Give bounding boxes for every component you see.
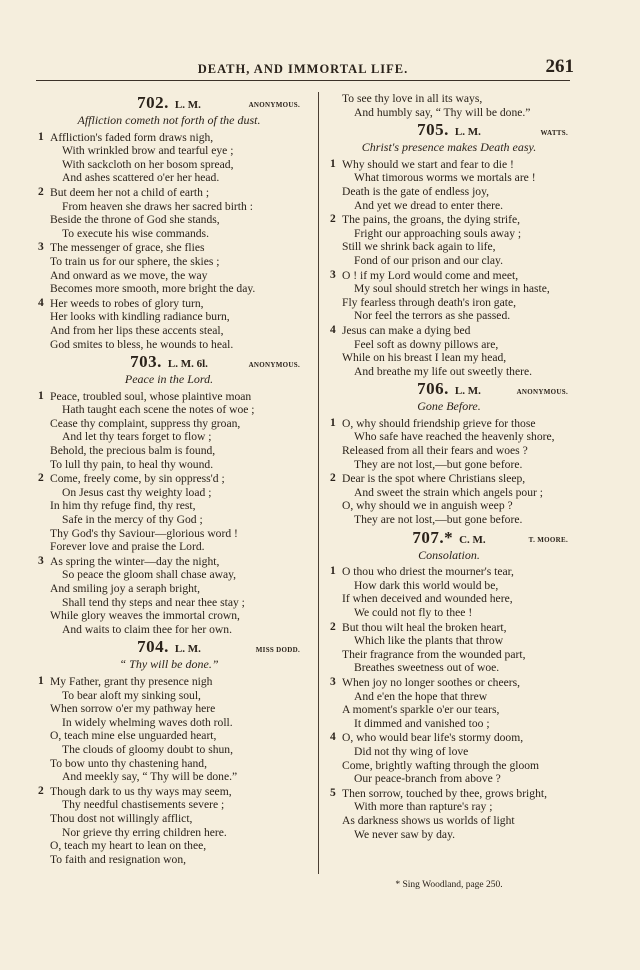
hymn-subtitle: Affliction cometh not forth of the dust.: [77, 113, 261, 127]
stanza-number: 2: [38, 185, 44, 198]
verse-line: We never saw by day.: [354, 827, 456, 841]
stanza-number: 2: [330, 472, 336, 485]
stanza-number: 4: [330, 323, 336, 336]
verse-line: But thou wilt heal the broken heart,: [342, 620, 507, 634]
verse-line: Forever love and praise the Lord.: [50, 540, 205, 554]
verse-line: Jesus can make a dying bed: [342, 323, 471, 337]
stanza-number: 5: [330, 786, 336, 799]
verse-line: While on his breast I lean my head,: [342, 351, 507, 365]
stanza-number: 4: [38, 296, 44, 309]
stanza: [38, 297, 300, 351]
verse-line: A moment's sparkle o'er our tears,: [342, 703, 500, 717]
verse-line: Behold, the precious balm is found,: [50, 444, 216, 458]
hymn-subtitle: Peace in the Lord.: [124, 372, 214, 387]
hymn-meter: C. M.: [459, 533, 486, 546]
hymn-meter: L. M.: [454, 385, 481, 398]
verse-line: Thou dost not willingly afflict,: [50, 811, 193, 825]
verse-line: The pains, the groans, the dying strife,: [342, 213, 521, 227]
stanza: [330, 324, 568, 378]
header-rule: [36, 80, 570, 81]
verse-line: In him thy refuge find, thy rest,: [50, 499, 196, 513]
stanza: [330, 731, 568, 785]
verse-line: Affliction's faded form draws nigh,: [50, 130, 214, 144]
hymn-meter: L. M.: [174, 99, 201, 111]
verse-line: To see thy love in all its ways,: [342, 92, 483, 105]
verse-line: O, teach mine else unguarded heart,: [50, 729, 217, 743]
verse-line: Fright our approaching souls away ;: [354, 226, 522, 240]
hymn-number: 704.: [137, 637, 169, 657]
verse-line: Feel soft as downy pillows are,: [354, 337, 499, 351]
hymn-number: 703.: [130, 352, 162, 372]
verse-line: Dear is the spot where Christians sleep,: [342, 472, 526, 486]
verse-line: With wrinkled brow and tearful eye ;: [62, 144, 234, 158]
stanza-number: 3: [330, 675, 336, 688]
verse-line: Beside the throne of God she stands,: [50, 213, 220, 227]
verse-line: To faith and resignation won,: [50, 852, 187, 866]
stanza: [330, 621, 568, 675]
verse-line: To bow unto thy chastening hand,: [50, 756, 207, 770]
verse-line: Hath taught each scene the notes of woe ;: [62, 403, 255, 417]
verse-line: God smites to bless, he wounds to heal.: [50, 337, 234, 351]
verse-line: And yet we dread to enter there.: [354, 198, 504, 212]
verse-line: From heaven she draws her sacred birth :: [62, 199, 253, 213]
verse-line: Did not thy wing of love: [354, 744, 469, 758]
stanza: [330, 676, 568, 730]
verse-line: Nor grieve thy erring children here.: [62, 825, 227, 839]
stanza: [330, 565, 568, 619]
stanza-number: 2: [38, 784, 44, 797]
verse-line: And ashes scattered o'er her head.: [62, 171, 220, 185]
verse-line: In widely whelming waves doth roll.: [62, 715, 233, 729]
stanza: [38, 131, 300, 185]
hymn-subtitle: “ Thy will be done.”: [119, 657, 219, 672]
hymn-meter: L. M.: [454, 126, 481, 139]
verse-line: And let thy tears forget to flow ;: [62, 430, 212, 444]
verse-line: Still we shrink back again to life,: [342, 240, 496, 254]
verse-line: And waits to claim thee for her own.: [62, 622, 232, 636]
verse-line: The messenger of grace, she flies: [50, 241, 205, 255]
verse-line: We could not fly to thee !: [354, 606, 473, 619]
verse-line: O, teach my heart to lean on thee,: [50, 839, 207, 853]
verse-line: But deem her not a child of earth ;: [50, 185, 210, 199]
hymn-703: [38, 352, 300, 636]
hymn-author: ANONYMOUS.: [248, 101, 300, 110]
verse-line: Their fragrance from the wounded part,: [342, 647, 526, 661]
verse-line: Her weeds to robes of glory turn,: [50, 296, 204, 310]
verse-line: Cease thy complaint, suppress thy groan,: [50, 416, 241, 430]
hymn-number: 702.: [137, 93, 169, 112]
hymn-heading: [38, 352, 300, 372]
verse-line: And onward as we move, the way: [50, 268, 208, 282]
stanza: [330, 269, 568, 323]
verse-line: Thy needful chastisements severe ;: [62, 798, 225, 812]
page-number: 261: [545, 56, 574, 77]
stanza: [330, 417, 568, 471]
running-title: DEATH, AND IMMORTAL LIFE.: [197, 62, 409, 76]
verse-line: So peace the gloom shall chase away,: [62, 568, 237, 582]
stanza: [330, 213, 568, 267]
hymn-author: WATTS.: [540, 128, 568, 137]
stanza: [38, 390, 300, 472]
verse-line: They are not lost,—but gone before.: [354, 457, 523, 471]
hymn-706: [330, 379, 568, 527]
stanza: [38, 675, 300, 784]
verse-line: Becomes more smooth, more bright the day.: [50, 282, 256, 296]
verse-line: Peace, troubled soul, whose plaintive moan: [50, 389, 252, 403]
verse-line: Safe in the mercy of thy God ;: [62, 513, 203, 527]
stanza-number: 1: [330, 157, 336, 170]
verse-line: O, why should friendship grieve for those: [342, 416, 536, 430]
verse-line: And meekly say, “ Thy will be done.”: [62, 770, 238, 784]
hymn-subtitle: Gone Before.: [417, 399, 481, 414]
stanza-number: 1: [38, 674, 44, 687]
stanza-number: 4: [330, 731, 336, 744]
verse-line: With more than rapture's ray ;: [354, 800, 493, 814]
verse-line: And breathe my life out sweetly there.: [354, 364, 533, 378]
verse-line: The clouds of gloomy doubt to shun,: [62, 742, 233, 756]
verse-line: Fly fearless through death's iron gate,: [342, 295, 517, 309]
footnote: * Sing Woodland, page 250.: [395, 880, 503, 890]
stanza: [38, 785, 300, 867]
hymn-704: [38, 637, 300, 866]
hymn-heading: [38, 93, 300, 113]
verse-line: On Jesus cast thy weighty load ;: [62, 485, 212, 499]
hymn-705: [330, 120, 568, 378]
hymn-707: [330, 527, 568, 841]
right-column: [330, 92, 568, 842]
hymn-subtitle: Christ's presence makes Death easy.: [361, 140, 537, 155]
verse-line: And from her lips these accents steal,: [50, 323, 224, 337]
verse-line: While glory weaves the immortal crown,: [50, 609, 240, 623]
verse-line: To bear aloft my sinking soul,: [62, 688, 201, 702]
verse-line: If when deceived and wounded here,: [342, 592, 513, 606]
stanza: [38, 555, 300, 637]
verse-line: And e'en the hope that threw: [354, 689, 488, 703]
verse-line: Come, brightly wafting through the gloom: [342, 758, 540, 772]
stanza-number: 1: [330, 416, 336, 429]
stanza-number: 2: [330, 213, 336, 226]
verse-line: And smiling joy a seraph bright,: [50, 582, 201, 595]
column-divider: [318, 92, 319, 874]
hymn-702: [38, 93, 300, 351]
verse-line: As darkness shows us worlds of light: [342, 813, 515, 827]
hymn-meter: L. M. 6l.: [167, 358, 208, 371]
hymn-author: T. MOORE.: [528, 536, 568, 545]
stanza-number: 2: [330, 620, 336, 633]
verse-line: When joy no longer soothes or cheers,: [342, 675, 521, 689]
verse-line: What timorous worms we mortals are !: [354, 171, 536, 185]
verse-line: Then sorrow, touched by thee, grows bright,: [342, 786, 547, 800]
stanza: [330, 158, 568, 212]
verse-line: Who safe have reached the heavenly shore,: [354, 430, 555, 444]
verse-line: O, who would bear life's stormy doom,: [342, 731, 524, 745]
verse-line: How dark this world would be,: [354, 578, 499, 592]
hymn-author: MISS DODD.: [255, 645, 300, 654]
verse-line: Come, freely come, by sin oppress'd ;: [50, 472, 225, 486]
verse-line: My Father, grant thy presence nigh: [50, 674, 213, 688]
stanza: [38, 241, 300, 295]
hymn-number: 706.: [417, 379, 449, 399]
verse-line: Her looks with kindling radiance burn,: [50, 310, 230, 324]
verse-line: O thou who driest the mourner's tear,: [342, 565, 514, 579]
verse-line: Which like the plants that throw: [354, 634, 504, 648]
verse-line: And humbly say, “ Thy will be done.”: [354, 105, 531, 119]
hymn-heading: [38, 637, 300, 657]
stanza-number: 3: [38, 554, 44, 567]
hymn-number: 705.: [417, 120, 449, 140]
hymn-author: ANONYMOUS.: [516, 387, 568, 396]
verse-line: It dimmed and vanished too ;: [354, 716, 490, 730]
stanza-number: 3: [330, 268, 336, 281]
hymn-number: 707.*: [412, 527, 454, 547]
stanza-number: 2: [38, 472, 44, 485]
verse-line: Released from all their fears and woes ?: [342, 444, 528, 458]
hymn-heading: [330, 120, 568, 140]
verse-line: To train us for our sphere, the skies ;: [50, 254, 220, 268]
stanza-number: 1: [38, 389, 44, 402]
stanza: [38, 472, 300, 554]
stanza-number: 1: [38, 130, 44, 143]
continued-lines: [330, 92, 568, 119]
verse-line: When sorrow o'er my pathway here: [50, 702, 216, 716]
stanza-number: 3: [38, 241, 44, 254]
verse-line: My soul should stretch her wings in haste,: [354, 282, 550, 296]
page-header: [36, 56, 574, 82]
stanza: [330, 472, 568, 526]
hymn-meter: L. M.: [174, 643, 201, 656]
verse-line: Death is the gate of endless joy,: [342, 184, 490, 198]
stanza-number: 1: [330, 565, 336, 578]
verse-line: As spring the winter—day the night,: [50, 554, 220, 568]
verse-line: They are not lost,—but gone before.: [354, 513, 523, 527]
verse-line: Though dark to us thy ways may seem,: [50, 784, 232, 798]
verse-line: And sweet the strain which angels pour ;: [354, 485, 543, 499]
verse-line: Thy God's thy Saviour—glorious word !: [50, 526, 238, 540]
stanza: [38, 186, 300, 240]
verse-line: Shall tend thy steps and near thee stay ;: [62, 595, 245, 609]
verse-line: Fond of our prison and our clay.: [354, 253, 503, 267]
verse-line: To execute his wise commands.: [62, 226, 209, 240]
verse-line: Our peace-branch from above ?: [354, 772, 501, 786]
verse-line: Nor feel the terrors as she passed.: [354, 309, 511, 323]
hymn-subtitle: Consolation.: [418, 547, 480, 562]
hymn-heading: [330, 379, 568, 399]
hymn-author: ANONYMOUS.: [248, 360, 300, 369]
verse-line: Breathes sweetness out of woe.: [354, 661, 500, 675]
hymn-heading: [330, 527, 568, 548]
verse-line: With sackcloth on her bosom spread,: [62, 157, 234, 171]
verse-line: O, why should we in anguish weep ?: [342, 499, 513, 513]
stanza: [330, 787, 568, 841]
left-column: [38, 92, 300, 867]
verse-line: To lull thy pain, to heal thy wound.: [50, 457, 214, 471]
verse-line: O ! if my Lord would come and meet,: [342, 268, 519, 282]
verse-line: Why should we start and fear to die !: [342, 157, 514, 171]
